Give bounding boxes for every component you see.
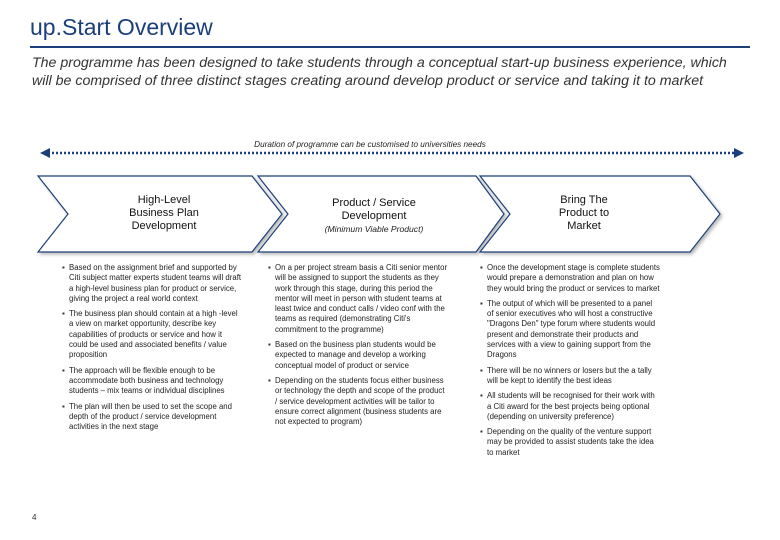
stage-2-label: Product / Service Development: [332, 197, 416, 222]
list-item: ▪ There will be no winners or losers but the a tally will be kept to identify the best ideas: [480, 366, 660, 387]
stage-3-label: Bring The Product to Market: [558, 194, 610, 232]
list-item: ▪ All students will be recognised for their work with a Citi award for the best projects being optional (depending on university preference): [480, 391, 660, 422]
stage-2-sublabel: (Minimum Viable Product): [324, 224, 424, 234]
list-item: ▪ Depending on the quality of the venture support may be provided to assist students take the idea to market: [480, 427, 660, 458]
list-item: ▪ Once the development stage is complete students would prepare a demonstration and plan on how they would bring the product or services to market: [480, 263, 660, 294]
stage-2-details: [268, 263, 448, 432]
list-item: ▪ On a per project stream basis a Citi senior mentor will be assigned to support the students as they work through this stage, during this period the mentor will meet in person with student teams at least twice and conduct calls / video conf with the teams as required (demonstrating Citi's commitment to the programme): [268, 263, 448, 335]
duration-arrow-right-head: [734, 148, 744, 158]
list-item: ▪ Based on the assignment brief and supported by Citi subject matter experts student teams will draft a high-level business plan for product or service, giving the project a real world context: [62, 263, 242, 304]
stage-1-details: [62, 263, 242, 437]
intro-paragraph: The programme has been designed to take students through a conceptual start-up business experience, which will be comprised of three distinct stages creating around develop product or service and taking it to market: [32, 55, 727, 89]
list-item: ▪ The plan will then be used to set the scope and depth of the product / service development activities in the next stage: [62, 402, 242, 433]
page-number: 4: [32, 513, 37, 522]
list-item: ▪ Based on the business plan students would be expected to manage and develop a working conceptual model of product or service: [268, 340, 448, 371]
list-item: ▪ The business plan should contain at a high -level a view on market opportunity, describe key capabilities of products or service and how it could be used and associated benefits / value proposition: [62, 309, 242, 360]
list-item: ▪ The approach will be flexible enough to be accommodate both business and technology students – mix teams or individual disciplines: [62, 366, 242, 397]
list-item: ▪ Depending on the students focus either business or technology the depth and scope of the product / service development activities will be tailor to ensure correct alignment (business students are not expected to program): [268, 376, 448, 427]
duration-label: Duration of programme can be customised to universities needs: [254, 140, 486, 149]
page-title: up.Start Overview: [30, 14, 213, 40]
stage-1-label: High-Level Business Plan Development: [129, 194, 199, 232]
stage-3-details: [480, 263, 660, 463]
duration-arrow-left-head: [40, 148, 50, 158]
list-item: ▪ The output of which will be presented to a panel of senior executives who will host a constructive "Dragons Den" type forum where students would present and demonstrate their products and services with a view to gaining support from the Dragons: [480, 299, 660, 361]
